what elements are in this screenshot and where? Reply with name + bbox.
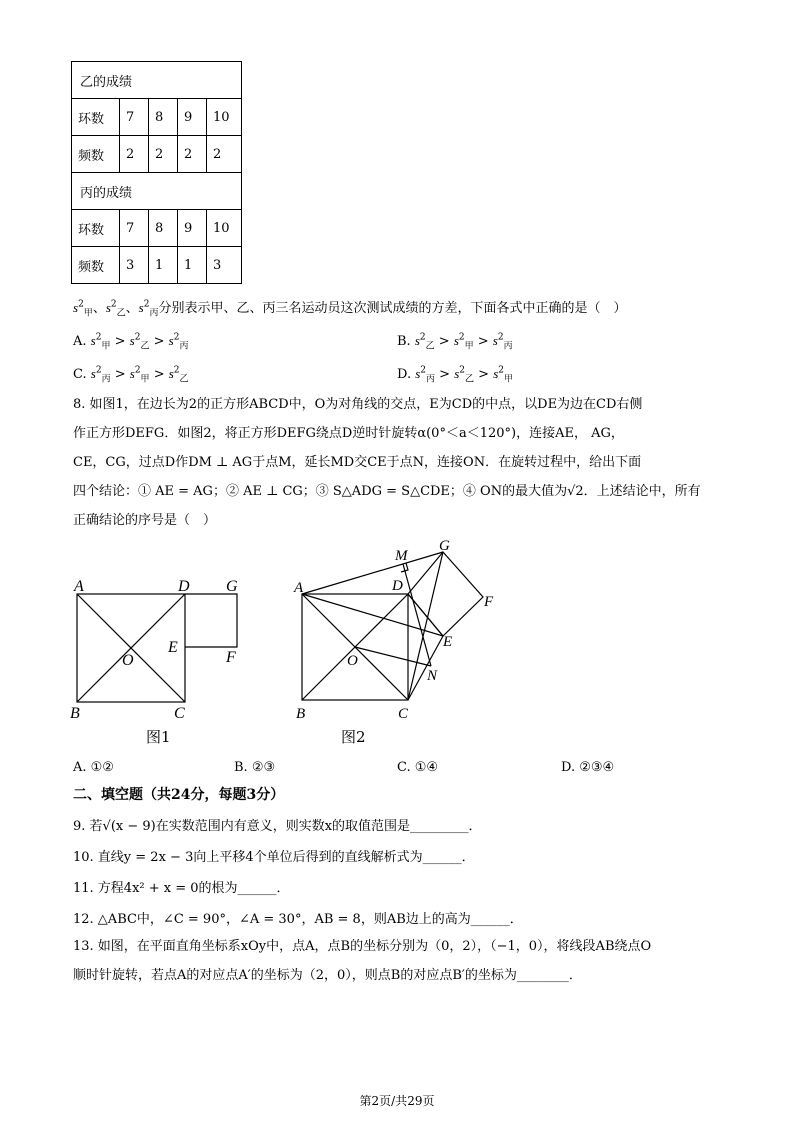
- table-cell: 2: [149, 136, 178, 173]
- table-cell: 10: [207, 210, 242, 247]
- fig2-label-n: N: [427, 668, 438, 684]
- table-cell: 3: [120, 247, 149, 284]
- table-cell: 1: [149, 247, 178, 284]
- q12-text: 12. △ABC中，∠C = 90°，∠A = 30°，AB = 8，则AB边上的高为______．: [73, 912, 523, 927]
- q13-line-1: 13. 如图，在平面直角坐标系xOy中，点A，点B的坐标分别为（0，2），（−1，0），将线段AB绕点O: [73, 939, 652, 954]
- page-footer: 第2页/共29页: [359, 1094, 435, 1108]
- q7-option-b: B. $s^2_乙 > s^2_甲 > s^2_丙$: [397, 332, 513, 352]
- fig2-label-g: G: [439, 540, 450, 554]
- fig1-caption: 图1: [146, 728, 171, 746]
- fig1-label-c: C: [174, 705, 185, 722]
- q8-line-5: 正确结论的序号是（ ）: [73, 513, 217, 528]
- fig1-label-f: F: [226, 649, 236, 666]
- section-2-heading: 二、填空题（共24分，每题3分）: [73, 787, 285, 803]
- table-cell: 2: [120, 136, 149, 173]
- table-title-bing: 丙的成绩: [72, 173, 242, 210]
- fig2-line-ag: [302, 552, 443, 594]
- fig2-label-c: C: [398, 706, 409, 722]
- q10-text: 10. 直线y = 2x − 3向上平移4个单位后得到的直线解析式为______．: [73, 850, 475, 865]
- q8-line-1: 8. 如图1，在边长为2的正方形ABCD中，O为对角线的交点，E为CD的中点，以DE为边在CD右侧: [73, 397, 643, 412]
- q11-text: 11. 方程4x² + x = 0的根为______．: [73, 881, 290, 896]
- fig2-label-e: E: [443, 634, 453, 650]
- table-cell: 8: [149, 210, 178, 247]
- table-cell: 7: [120, 210, 149, 247]
- fig1-label-g: G: [226, 578, 238, 595]
- table-cell: 9: [178, 99, 207, 136]
- q8-line-2: 作正方形DEFG．如图2，将正方形DEFG绕点D逆时针旋转α(0°＜a＜120°)，连接AE， AG，: [73, 426, 624, 441]
- fig2-label-f: F: [484, 594, 494, 610]
- table-cell: 2: [207, 136, 242, 173]
- fig1-label-a: A: [74, 578, 84, 595]
- figure-1: [60, 570, 260, 750]
- q8-option-c: C. ①④: [397, 760, 439, 775]
- table-cell: 3: [207, 247, 242, 284]
- q7-option-d: D. $s^2_丙 > s^2_乙 > s^2_甲$: [397, 365, 514, 385]
- q8-option-a: A. ①②: [73, 760, 114, 775]
- fig2-label-m: M: [395, 548, 408, 564]
- fig1-square-defg: [185, 594, 237, 647]
- table-header-label: 环数: [72, 210, 120, 247]
- table-cell: 7: [120, 99, 149, 136]
- table-cell: 8: [149, 99, 178, 136]
- q13-line-2: 顺时针旋转，若点A的对应点A′的坐标为（2，0），则点B的对应点B′的坐标为________．: [73, 968, 582, 983]
- fig1-label-o: O: [122, 652, 134, 669]
- fig1-label-b: B: [70, 705, 80, 722]
- fig2-label-a: A: [294, 580, 304, 596]
- table-title-yi: 乙的成绩: [72, 62, 242, 99]
- q7-option-a: A. $s^2_甲 > s^2_乙 > s^2_丙$: [73, 332, 189, 352]
- score-table: [71, 61, 242, 284]
- fig2-label-b: B: [296, 706, 306, 722]
- fig2-label-o: O: [347, 653, 358, 669]
- fig1-label-d: D: [178, 578, 190, 595]
- q8-line-3: CE，CG，过点D作DM ⊥ AG于点M，延长MD交CE于点N，连接ON．在旋转过程中，给出下面: [73, 455, 642, 470]
- q7-stem: $s^2_甲$、$s^2_乙$、$s^2_丙$分别表示甲、乙、丙三名运动员这次测试成绩的方差，下面各式中正确的是（ ）: [73, 299, 627, 319]
- q7-option-c: C. $s^2_丙 > s^2_甲 > s^2_乙$: [73, 365, 189, 385]
- q9-text: 9. 若√(x − 9)在实数范围内有意义，则实数x的取值范围是_________．: [73, 819, 482, 834]
- fig1-label-e: E: [168, 639, 178, 656]
- fig2-line-mn: [403, 564, 431, 666]
- table-cell: 10: [207, 99, 242, 136]
- q8-option-b: B. ②③: [234, 760, 276, 775]
- table-freq-label: 频数: [72, 247, 120, 284]
- figure-2: [285, 540, 515, 750]
- table-freq-label: 频数: [72, 136, 120, 173]
- table-cell: 2: [178, 136, 207, 173]
- table-cell: 9: [178, 210, 207, 247]
- fig2-label-d: D: [392, 578, 403, 594]
- table-cell: 1: [178, 247, 207, 284]
- q8-option-d: D. ②③④: [561, 760, 615, 775]
- fig2-line-cg: [408, 552, 443, 700]
- q8-line-4: 四个结论：① AE = AG；② AE ⊥ CG；③ S△ADG = S△CDE；④ ON的最大值为√2．上述结论中，所有: [73, 484, 701, 499]
- table-header-label: 环数: [72, 99, 120, 136]
- fig2-caption: 图2: [341, 728, 366, 746]
